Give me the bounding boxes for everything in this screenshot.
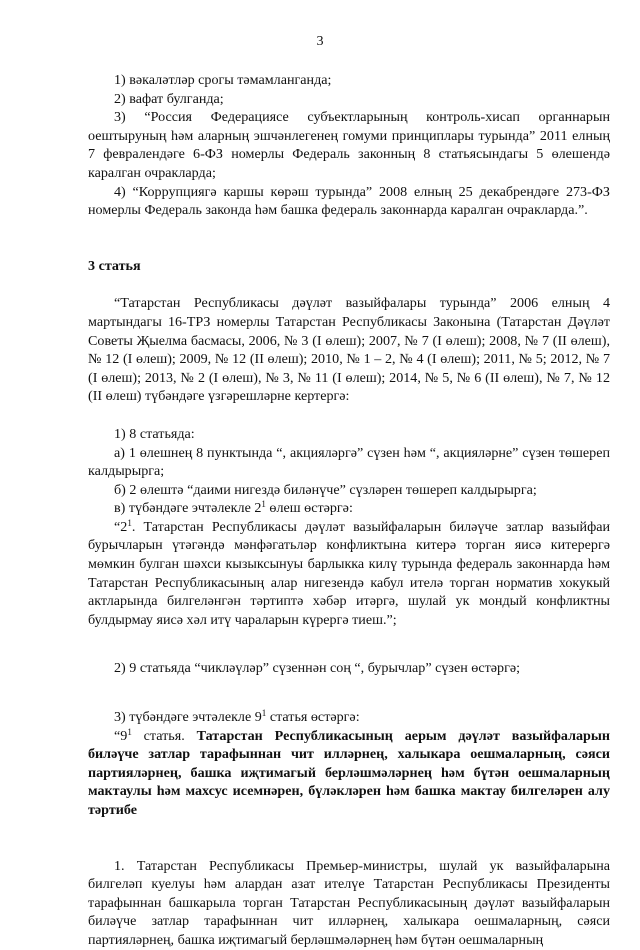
clause-1-quote: “$2^1$. Татарстан Республикасы дәүләт вазыйфаларын биләүче затлар вазыйфаи бурычларын үтәгәндә мәнфәгатьләр конфликтына китерә торган яисә китерергә мөмкин булган шәхси кызыксынуы барлыкка килү турында федераль законнарда һәм Татарстан Республикасының алар нигезендә кабул ителә торган норматив хокукый актларында билгеләнгән тәртиптә хәбәр итәргә, шулай ук мондый конфликтны булдырмау яисә хәл итү чараларын күрергә тиеш.”; bbox=[88, 517, 610, 628]
clause-1-title: 1) 8 статьяда: bbox=[114, 425, 195, 442]
article-9-1-title: “$9^1$ статья. Татарстан Республикасының аерым дәүләт вазыйфаларын биләүче затлар тарафыннан чит илләрнең, халыкара оешмаларның, сәяси партияләрнең, башка иҗтимагый берләшмәләрнең һәм бүтән оешмаларның мактаулы һәм махсус исемнәрен, бүләкләрен һәм башка мактау билгеләрен алу тәртибе bbox=[88, 726, 610, 818]
clause-1-b: б) 2 өлештә “даими нигездә биләнүче” сүзләрен төшереп калдырырга; bbox=[114, 481, 537, 498]
item-1: 1) вәкаләтләр срогы тәмамланганда; bbox=[114, 72, 332, 88]
item-4: 4) “Коррупциягә каршы көрәш турында” 2008 елның 25 декабрендәге 273-ФЗ номерлы Федераль законда һәм башка федераль законнарда каралган очракларда.”. bbox=[88, 183, 610, 219]
article-3-heading: 3 статья bbox=[88, 257, 141, 274]
point-1: 1. Татарстан Республикасы Премьер-министры, шулай ук вазыйфаларына билгеләп куелуы һәм алардан азат ителүе Татарстан Республикасы Президенты тарафыннан башкарыла торган Татарстан Республикасының дәүләт вазыйфаларын биләүче затлар тарафыннан чит илләрнең, халыкара оешмаларның, сәяси партияләрнең, башка иҗтимагый берләшмәләрнең һәм бүтән оешмаларның bbox=[88, 857, 610, 948]
page-number: 3 bbox=[316, 33, 324, 49]
clause-2: 2) 9 статьяда “чикләүләр” сүзеннән соң “, бурычлар” сүзен өстәргә; bbox=[114, 660, 521, 677]
document-body bbox=[88, 71, 610, 950]
clause-3: 3) түбәндәге эчтәлекле $9^1$ статья өстәргә: bbox=[114, 708, 360, 726]
clause-1-v: в) түбәндәге эчтәлекле $2^1$ өлеш өстәргә: bbox=[114, 499, 353, 517]
article-3-intro: “Татарстан Республикасы дәүләт вазыйфалары турында” 2006 елның 4 мартындагы 16-ТРЗ номерлы Татарстан Республикасы Законына (Татарстан Дәүләт Советы Җыелма басмасы, 2006, № 3 (I өлеш); 2007, № 7 (I өлеш); 2008, № 7 (II өлеш), № 12 (I өлеш); 2009, № 12 (II өлеш); 2010, № 1 – 2, № 4 (I өлеш); 2011, № 5; 2012, № 7 (I өлеш); 2013, № 2 (I өлеш), № 3, № 11 (I өлеш); 2014, № 5, № 6 (II өлеш), № 7, № 12 (II өлеш) түбәндәге үзгәрешләрне кертергә: bbox=[88, 295, 610, 405]
item-3: 3) “Россия Федерациясе субъектларының контроль-хисап органнарын оештыруның һәм аларның эшчәнлегенең гомуми принциплары турында” 2011 елның 7 февралендәге 6-ФЗ номерлы Федераль законның 8 статьясындагы 5 өлешендә каралган очракларда; bbox=[88, 109, 610, 181]
item-2: 2) вафат булганда; bbox=[114, 90, 224, 107]
clause-1-a: а) 1 өлешнең 8 пунктында “, акцияләргә” сүзен һәм “, акцияләрне” сүзен төшереп калдырырга; bbox=[88, 444, 610, 480]
